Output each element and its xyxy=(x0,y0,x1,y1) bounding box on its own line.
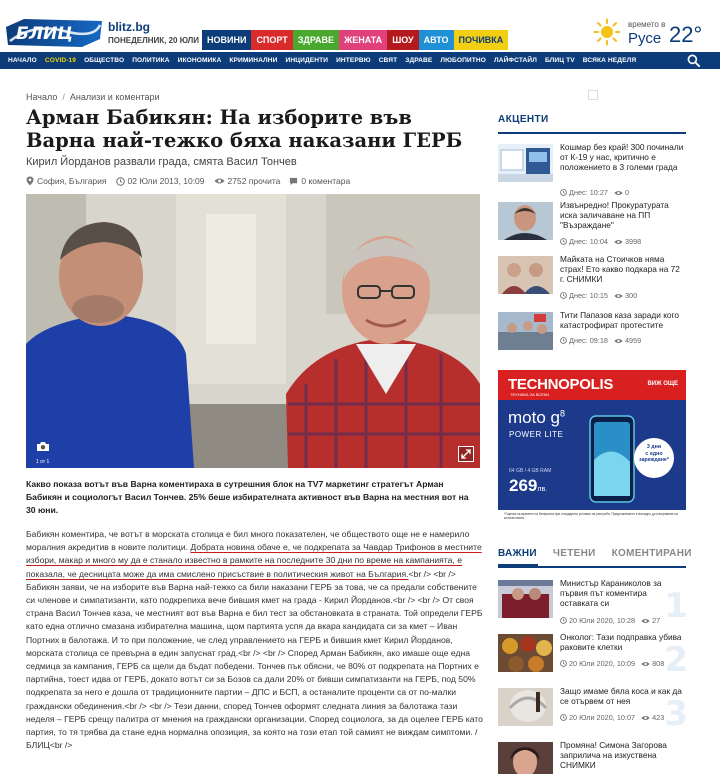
important-meta xyxy=(560,659,664,668)
article-comments-count[interactable]: 0 коментара xyxy=(301,176,351,186)
clock-icon xyxy=(560,714,567,721)
nav-item-incidents[interactable]: ИНЦИДЕНТИ xyxy=(285,57,329,64)
important-time: 20 Юли 2020, 10:07 xyxy=(569,713,636,722)
clock-icon xyxy=(560,238,567,245)
eye-icon xyxy=(641,661,650,667)
article-body-intro: Бабикян коментира, че вотът в морската столица е бил много показателен, че обществото още не е намерило моралния акредитив в новите политици. xyxy=(26,529,470,553)
accent-title[interactable]: Кошмар без край! 300 починали от К-19 у нас, критично е положението в 3 големи града xyxy=(560,142,684,172)
eye-icon xyxy=(614,338,623,344)
important-title[interactable]: Министър Караниколов за първия път коментира оставката си xyxy=(560,578,662,608)
accent-time: Днес: 10:27 xyxy=(569,188,608,197)
important-title[interactable]: Онколог: Тази подправка убива раковите клетки xyxy=(560,632,682,652)
accent-meta xyxy=(560,291,637,300)
clock-icon xyxy=(560,292,567,299)
accent-meta xyxy=(560,188,629,197)
eye-icon xyxy=(641,715,650,721)
important-views: 423 xyxy=(652,713,665,722)
clock-icon xyxy=(560,617,567,624)
accent-thumbnail xyxy=(498,256,553,294)
sun-icon xyxy=(593,18,621,46)
important-thumbnail xyxy=(498,742,553,774)
clock-icon xyxy=(560,189,567,196)
ad-bubble-line: зареждане* xyxy=(639,457,669,463)
technopolis-ad[interactable] xyxy=(498,370,686,530)
tab-most-read[interactable]: ЧЕТЕНИ xyxy=(552,548,596,559)
tab-important[interactable]: ВАЖНИ xyxy=(498,548,537,559)
important-item[interactable] xyxy=(498,578,688,634)
nav-item-curious[interactable]: ЛЮБОПИТНО xyxy=(440,57,486,64)
nav-item-society[interactable]: ОБЩЕСТВО xyxy=(84,57,125,64)
accent-time: Днес: 10:04 xyxy=(569,237,608,246)
accent-item[interactable] xyxy=(498,142,688,198)
nav-item-crime[interactable]: КРИМИНАЛНИ xyxy=(229,57,278,64)
important-time: 20 Юли 2020, 10:09 xyxy=(569,659,636,668)
ad-spec: 64 GB / 4 GB RAM xyxy=(509,468,552,474)
svg-text:БЛИЦ: БЛИЦ xyxy=(16,24,74,44)
article-title: Арман Бабикян: На изборите във Варна най-тежко бяха наказани ГЕРБ xyxy=(26,106,463,152)
accent-title[interactable]: Майката на Стоичков няма страх! Ето какво подкара на 72 г. СНИМКИ xyxy=(560,254,680,284)
tab-most-commented[interactable]: КОМЕНТИРАНИ xyxy=(611,548,692,559)
section-travel[interactable]: ПОЧИВКА xyxy=(454,30,509,50)
tabs-divider xyxy=(498,566,686,568)
tab-active-indicator xyxy=(498,564,538,567)
eye-icon xyxy=(641,618,650,624)
nav-item-world[interactable]: СВЯТ xyxy=(378,57,398,64)
accent-thumbnail xyxy=(498,312,553,350)
ad-cta[interactable]: ВИЖ ОЩЕ xyxy=(647,381,678,387)
important-title[interactable]: Защо имаме бяла коса и как да се отървем от нея xyxy=(560,686,682,706)
important-item[interactable] xyxy=(498,632,688,688)
ad-price-currency: лв. xyxy=(537,486,548,493)
accent-thumbnail xyxy=(498,144,553,182)
section-woman[interactable]: ЖЕНАТА xyxy=(339,30,387,50)
weather-widget[interactable] xyxy=(593,16,720,50)
accent-item[interactable] xyxy=(498,200,688,256)
accent-meta xyxy=(560,237,641,246)
nav-item-home[interactable]: НАЧАЛО xyxy=(8,57,37,64)
eye-icon xyxy=(614,239,623,245)
article-body xyxy=(26,528,484,752)
ad-model xyxy=(508,408,565,428)
important-thumbnail xyxy=(498,580,553,618)
accent-item[interactable] xyxy=(498,310,688,366)
ad-model-name: moto g xyxy=(508,408,560,427)
accent-thumbnail xyxy=(498,202,553,240)
weather-temperature: 22° xyxy=(669,22,703,47)
important-item[interactable] xyxy=(498,686,688,742)
breadcrumb-separator: / xyxy=(62,92,65,102)
article-body-highlight: Добрата новина обаче е, че подкрепата за Чавдар Трифонов в местните избори, макар и много му да е станало известно в рамките на последните 30 дни по време на кампанията, е показала, че десницата може да има смислено присъствие в политическия живот на България. xyxy=(26,542,482,579)
important-time: 20 Юли 2020, 10:28 xyxy=(569,616,636,625)
article-subtitle: Кирил Йорданов развали града, смята Васил Тончев xyxy=(26,156,297,168)
article-body-rest: <br /> <br /> Бабикян заяви, че на изборите във Варна най-тежко са били наказани ГЕРБ за това, че са предали собствените си членове и симпатизанти, като подкрепиха вече бившия кмет на града - Кирил Йорданов.<br /> <br /> От своя страна Васил Тончев каза, че местният вот във Варна е бил тест за обстановката в страната. Той определи ГЕРБ като една отлично смазана избирателна машина, щом партията успя да вкара кандидата си за кмет – Иван Портних в балотажа. И то при положение, че след управлението на ГЕРБ и бившия кмет Кирил Йорданов, морската столица се превърна в един запуснат град.<br /> <br /> Според Арман Бабикян, ако имаше още една седмица за кампания, ГЕРБ са щели да бъдат победени. Тончев пък обясни, че 80% от подкрепата на Портних е партийна, тоест идва от ГЕРБ, докато вотът си за Бозов са дали 20% от бивши симпатизанти на ГЕРБ, под 50% подкрепата за него е дошла от традиционните партии – ДПС и БСП, а останалите проценти са от по-малки граждански обединения.<br /> <br /> Тези данни, според Тончев оформят следната линия за балотажа тази неделя – ГЕРБ срещу палитра от мнения на граждански организации. Според социолога, за да оцелее ГЕРБ като партия, то тя трябва да стане една нормална опозиция, за която на този етап той самият не виждам симптоми. /БЛИЦ<br /> xyxy=(26,568,483,751)
eye-icon xyxy=(614,190,623,196)
camera-icon xyxy=(36,441,50,452)
eye-icon xyxy=(614,293,623,299)
section-sport[interactable]: СПОРТ xyxy=(251,30,292,50)
important-item[interactable] xyxy=(498,740,688,774)
important-views: 27 xyxy=(652,616,661,625)
site-header xyxy=(0,0,720,52)
important-title[interactable]: Промяна! Симона Загорова заприлича на изкуствена СНИМКИ xyxy=(560,740,667,770)
weather-city: Русе xyxy=(628,30,662,47)
ad-price-value: 269 xyxy=(509,476,538,495)
section-auto[interactable]: АВТО xyxy=(419,30,454,50)
nav-item-every-week[interactable]: ВСЯКА НЕДЕЛЯ xyxy=(582,57,637,64)
accent-views: 0 xyxy=(625,188,630,197)
nav-item-politics[interactable]: ПОЛИТИКА xyxy=(132,57,170,64)
accent-item[interactable] xyxy=(498,254,688,310)
eye-icon xyxy=(214,177,225,185)
clock-icon xyxy=(560,337,567,344)
accents-divider xyxy=(498,132,686,134)
ad-brand: TECHNOPOLIS xyxy=(508,376,614,393)
important-meta xyxy=(560,713,664,722)
nav-item-health[interactable]: ЗДРАВЕ xyxy=(405,57,433,64)
expand-icon[interactable] xyxy=(458,446,474,462)
section-nav xyxy=(202,30,508,50)
important-rank: 1 xyxy=(664,586,688,626)
ad-bubble-line: 3 дни xyxy=(646,444,662,450)
location-icon xyxy=(26,176,34,186)
ad-bubble xyxy=(638,444,670,464)
important-views: 808 xyxy=(652,659,665,668)
nav-item-economy[interactable]: ИКОНОМИКА xyxy=(177,57,222,64)
weather-label: времето в xyxy=(628,20,666,29)
important-rank: 2 xyxy=(664,640,688,680)
accent-views: 3998 xyxy=(625,237,642,246)
section-health[interactable]: ЗДРАВЕ xyxy=(293,30,339,50)
article-meta xyxy=(26,176,359,186)
accent-meta xyxy=(560,336,641,345)
ad-strap: ТЕХНИКА ЗА ВСЕКИ xyxy=(510,392,550,397)
site-name[interactable]: blitz.bg xyxy=(108,20,150,34)
breadcrumb-category[interactable]: Анализи и коментари xyxy=(69,92,160,102)
breadcrumb-home[interactable]: Начало xyxy=(26,92,58,102)
important-thumbnail xyxy=(498,688,553,726)
breadcrumb xyxy=(26,92,160,102)
ad-fine-print: *Оценка за времето на батерията при стандартни условия на употреба. Предложението е валидно до изчерпване на количествата. xyxy=(504,512,678,520)
accent-views: 300 xyxy=(625,291,638,300)
important-meta xyxy=(560,616,660,625)
section-show[interactable]: ШОУ xyxy=(387,30,418,50)
ad-bubble-line: с едно xyxy=(645,450,663,457)
section-news[interactable]: НОВИНИ xyxy=(202,30,251,50)
clock-icon xyxy=(560,660,567,667)
nav-item-interview[interactable]: ИНТЕРВЮ xyxy=(336,57,371,64)
article-photo[interactable] xyxy=(26,194,480,468)
accent-title[interactable]: Тити Папазов каза заради кого катастрофират протестите xyxy=(560,310,679,330)
accent-views: 4959 xyxy=(625,336,642,345)
clock-icon xyxy=(116,177,125,186)
ad-variant: POWER LITE xyxy=(509,430,564,439)
accent-time: Днес: 10:15 xyxy=(569,291,608,300)
search-icon[interactable] xyxy=(687,54,700,67)
nav-item-covid[interactable]: COVID-19 xyxy=(44,57,77,64)
article-location: София, България xyxy=(37,176,107,186)
comment-icon xyxy=(289,177,298,186)
accents-heading: АКЦЕНТИ xyxy=(498,114,549,125)
main-nav xyxy=(0,52,720,69)
accent-title[interactable]: Извънредно! Прокуратурата иска заличаване на ПП "Възраждане" xyxy=(560,200,669,230)
nav-item-lifestyle[interactable]: ЛАЙФСТАЙЛ xyxy=(493,57,537,64)
article-views: 2752 прочита xyxy=(227,176,281,186)
sidebar-marker xyxy=(588,90,598,100)
nav-item-blitz-tv[interactable]: БЛИЦ TV xyxy=(544,57,575,64)
article-datetime: 02 Юли 2013, 10:09 xyxy=(127,176,205,186)
site-date: ПОНЕДЕЛНИК, 20 ЮЛИ xyxy=(108,36,200,45)
ad-model-number: 8 xyxy=(559,408,565,419)
studio-photo xyxy=(26,194,480,468)
important-rank: 3 xyxy=(664,694,688,734)
photo-counter: 1 от 1 xyxy=(36,459,50,465)
article-lead: Какво показа вотът във Варна коментираха в сутрешния блок на TV7 маркетинг стратегът Арман Бабикян и социологът Васил Тончев. 25% беше избирателната активност във Варна на местния вот на 30 юни. xyxy=(26,479,469,515)
important-thumbnail xyxy=(498,634,553,672)
ad-price xyxy=(509,476,547,496)
blic-logo[interactable] xyxy=(4,17,104,49)
accent-time: Днес: 09:18 xyxy=(569,336,608,345)
